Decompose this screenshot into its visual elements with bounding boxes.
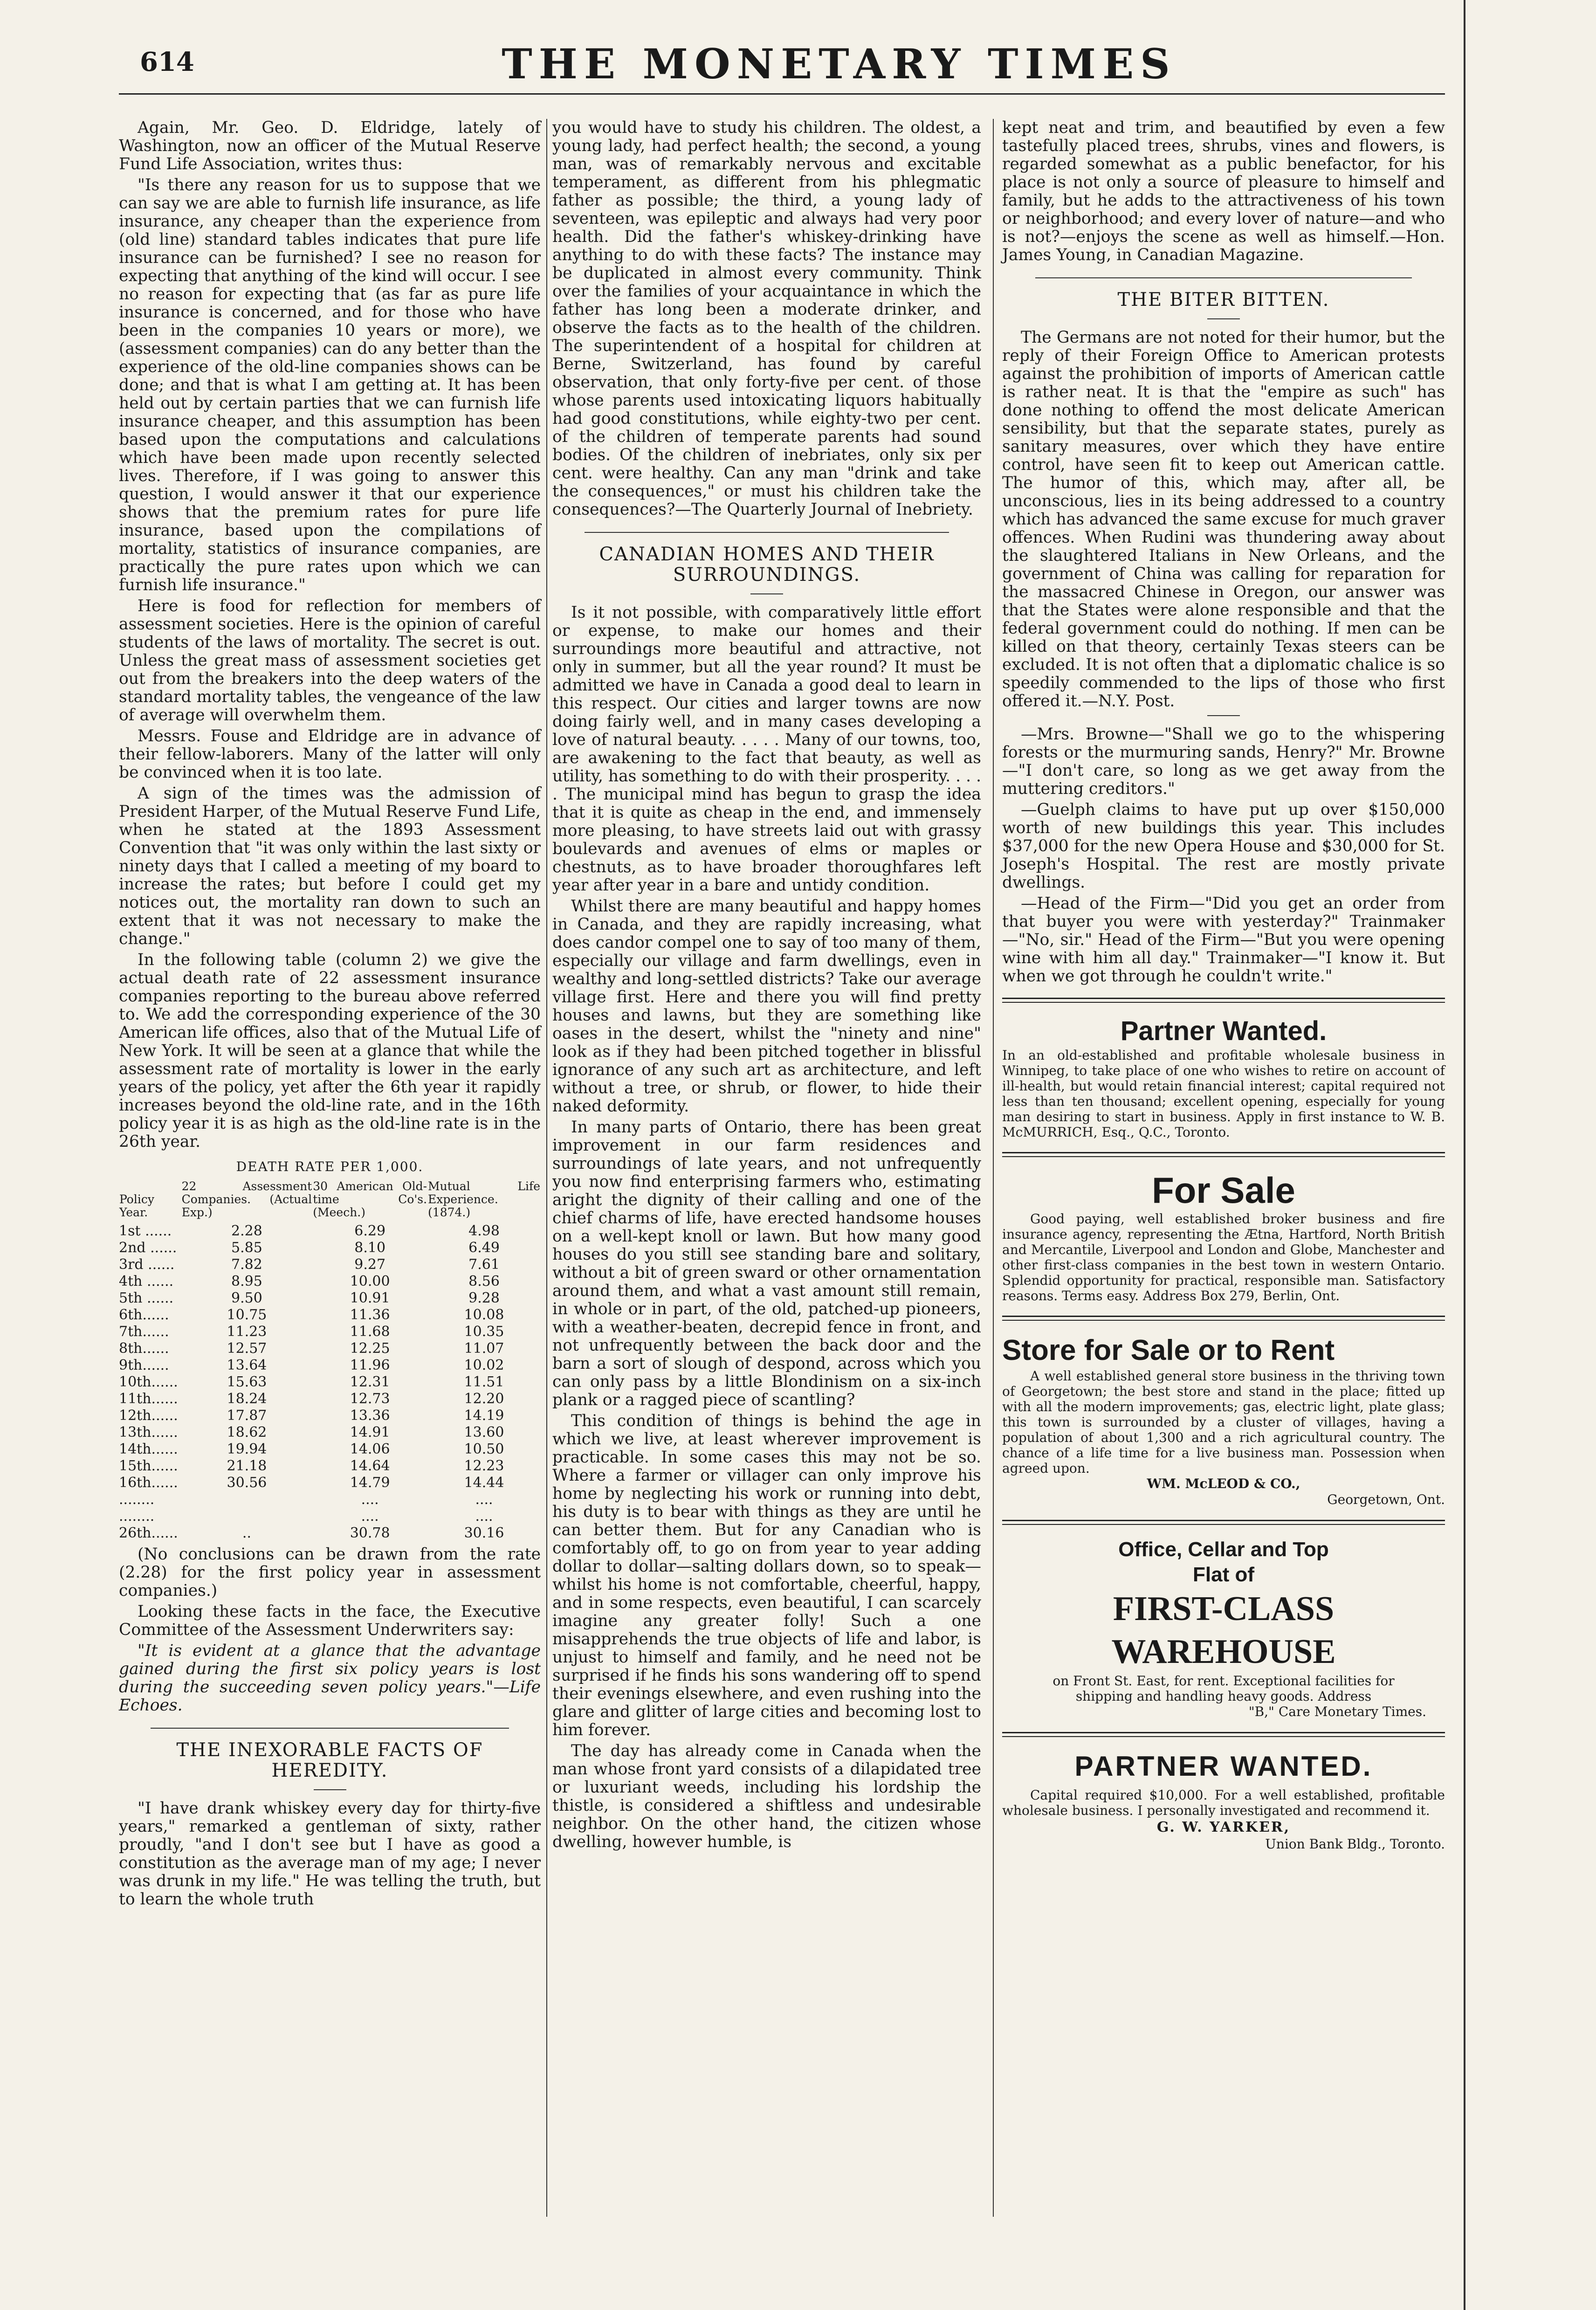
ad-address: "B," Care Monetary Times. (1248, 1704, 1426, 1719)
table-cell: .... (361, 1491, 379, 1508)
table-cell: 10th...... (119, 1374, 178, 1390)
table-row (119, 1491, 541, 1508)
table-cell: 30.56 (227, 1475, 267, 1491)
ad-signature: WM. McLEOD & CO., (1147, 1476, 1300, 1491)
table-row (119, 1223, 541, 1240)
article-paragraph: "It is evident at a glance that the advantage gained during the first six policy years is lost during the succeeding seven policy years."—Life Echoes. (119, 1641, 541, 1715)
table-cell: 13th...... (119, 1424, 178, 1441)
table-cell: 12th...... (119, 1407, 178, 1424)
table-cell: 2nd ...... (119, 1240, 177, 1256)
table-header-row (119, 1179, 541, 1223)
ad-body: on Front St. East, for rent. Exceptional facilities for shipping and handling heavy goods. Address (1053, 1673, 1395, 1704)
table-header-cell: Policy Year. (119, 1193, 154, 1219)
ad-signature: G. W. YARKER, (1156, 1819, 1291, 1835)
table-row (119, 1374, 541, 1391)
section-rule (151, 1728, 509, 1729)
ad-line: Office, Cellar and Top (1118, 1538, 1329, 1561)
table-cell: 21.18 (227, 1458, 267, 1474)
heading-biter-bitten: THE BITER BITTEN. (1117, 289, 1330, 310)
article-paragraph: "Is there any reason for us to suppose that we can say we are able to furnish life insurance, as life insurance, any cheaper than the experience from (old line) standard tables indicates that pure life insurance can be furnished? I see no reason for expecting that anything of the kind will occur. I see no reason for expecting that (as far as pure life insurance is concerned, and for those who have been in the companies 10 years or more), we (assessment companies) can do any better than the experience of the old-line companies shows can be done; and that is what I am getting at. It has been held out by certain parties that we can furnish life insurance cheaper, and this assumption has been based upon the computations and calculations which have been made upon recently selected lives. Therefore, if I was going to answer this question, I would answer it that our experience shows that the premium rates for pure life insurance, based upon the compilations of mortality, statistics of insurance companies, are practically the pure rates upon which we can furnish life insurance." (119, 176, 541, 594)
article-paragraph: "I have drank whiskey every day for thirty-five years," remarked a gentleman of sixty, rather proudly, "and I don't see but I have as good a constitution as the average man of my age; I never was drunk in my life." He was telling the truth, but to learn the whole truth (119, 1799, 541, 1909)
table-row (119, 1357, 541, 1374)
table-cell: 13.36 (350, 1407, 390, 1424)
table-cell: 8.56 (468, 1273, 500, 1289)
article-paragraph: The day has already come in Canada when the man whose front yard consists of a dilapidated tree or luxuriant weeds, including his lordship the thistle, is considered a shiftless and undesirable neighbor. On the other hand, the citizen whose dwelling, however humble, is (552, 1742, 981, 1851)
table-cell: 5.85 (231, 1240, 262, 1256)
column-3 (1002, 119, 1445, 1852)
table-cell: 11.07 (464, 1340, 504, 1357)
death-rate-table (119, 1179, 541, 1542)
ad-divider (1002, 1732, 1445, 1737)
article-paragraph: The Germans are not noted for their humor, but the reply of their Foreign Office to American protests against the prohibition of imports of American cattle is rather neat. It is that the "empire as such" has done nothing to offend the most delicate American sensibility, but that the separate states, purely as sanitary measures, over which they have entire control, have seen fit to keep out American cattle. The humor of this, which may, after all, be unconscious, lies in its being addressed to a country which has advanced the same excuse for much graver offences. When Rudini was thundering away about the slaughtered Italians in New Orleans, and the government of China was calling for reparation for the massacred Chinese in Oregon, our answer was that the States were alone responsible and that the federal government could do nothing. If men can be killed on that theory, certainly Texas steers can be excluded. It is not often that a diplomatic chalice is so speedily commended to the lips of those who first offered it.—N.Y. Post. (1002, 328, 1445, 710)
table-cell: 14.44 (464, 1475, 504, 1491)
item-rule (1207, 715, 1240, 716)
table-cell: 10.50 (464, 1441, 504, 1457)
heading-rule (1207, 318, 1240, 319)
table-row (119, 1458, 541, 1475)
article-paragraph: In the following table (column 2) we give the actual death rate of 22 assessment insurance companies reporting to the bureau above referred to. We add the corresponding experience of the 30 American life offices, also that of the Mutual Life of New York. It will be seen at a glance that while the assessment rate of mortality is lower in the early years of the policy, yet after the 6th year it rapidly increases beyond the old-line rate, and in the 16th policy year it is as high as the old-line rate is in the 26th year. (119, 951, 541, 1151)
table-cell: 18.24 (227, 1391, 267, 1407)
table-row (119, 1508, 541, 1525)
table-cell: 11.51 (464, 1374, 504, 1390)
ad-divider (1002, 1520, 1445, 1525)
table-cell: ........ (119, 1491, 155, 1508)
table-cell: 14.06 (350, 1441, 390, 1457)
article-paragraph: Is it not possible, with comparatively little effort or expense, to make our homes and their surroundings more beautiful and attractive, not only in summer, but all the year round? It must be admitted we have in Canada a good deal to learn in this respect. Our cities and larger towns are now doing fairly well, and in many cases developing a love of natural beauty. . . . . Many of our towns, too, are awakening to the fact that beauty, as well as utility, has something to do with their prosperity. . . . . The municipal mind has begun to grasp the idea that it is quite as cheap in the end, and immensely more pleasing, to have streets laid out with grassy boulevards and avenues of elms or maples or chestnuts, as to have broader thoroughfares left year after year in a bare and untidy condition. (552, 603, 981, 895)
table-cell: 10.91 (350, 1290, 390, 1306)
table-cell: 10.75 (227, 1307, 267, 1323)
table-cell: .. (242, 1525, 251, 1541)
column-divider (546, 119, 547, 2217)
table-row (119, 1475, 541, 1491)
ad-title: Store for Sale or to Rent (1002, 1334, 1335, 1366)
table-cell: 17.87 (227, 1407, 267, 1424)
table-cell: 11th...... (119, 1391, 178, 1407)
masthead-title: THE MONETARY TIMES (502, 40, 1176, 88)
column-1 (119, 119, 541, 1911)
table-header-cell: Mutual Life Experience. (1874.) (428, 1179, 540, 1219)
ad-title: PARTNER WANTED. (1074, 1751, 1373, 1782)
news-item: —Mrs. Browne—"Shall we go to the whispering forests or the murmuring sands, Henry?" Mr. Browne—"I don't care, so long as we get away from the muttering creditors." (1002, 725, 1445, 798)
heading-rule (750, 593, 783, 594)
table-row (119, 1525, 541, 1542)
table-cell: 12.31 (350, 1374, 390, 1390)
page-number: 614 (140, 47, 194, 77)
table-cell: 3rd ...... (119, 1256, 175, 1273)
table-cell: 16th...... (119, 1475, 178, 1491)
ad-partner-wanted (1002, 1015, 1445, 1140)
table-cell: 9.50 (231, 1290, 262, 1306)
table-cell: 2.28 (231, 1223, 262, 1239)
table-header-cell: 30 American Old-time Co's. (Meech.) (313, 1179, 427, 1219)
table-cell: 12.20 (464, 1391, 504, 1407)
table-cell: 15.63 (227, 1374, 267, 1390)
table-cell: 9.28 (468, 1290, 500, 1306)
table-row (119, 1290, 541, 1307)
news-item: —Head of the Firm—"Did you get an order from that buyer you were with yesterday?" Trainmaker—"No, sir." Head of the Firm—"But you were opening wine with him all day." Trainmaker—"I know it. But when we got through he couldn't write." (1002, 894, 1445, 986)
table-cell: 7.61 (468, 1256, 500, 1273)
heading-canadian-homes: CANADIAN HOMES AND THEIR SURROUNDINGS. (599, 544, 935, 586)
section-rule (1035, 277, 1412, 278)
ad-body: Good paying, well established broker business and fire insurance agency, representing the Ætna, Hartford, North British and Mercantile, Liverpool and London and Globe, Manchester and other first-class companies in the best town in western Ontario. Splendid opportunity for practical, responsible man. Satisfactory reasons. Terms easy. Address Box 279, Berlin, Ont. (1002, 1211, 1445, 1303)
column-divider (993, 119, 994, 2217)
ad-for-sale (1002, 1169, 1445, 1303)
table-cell: 14th...... (119, 1441, 178, 1457)
ad-divider (1002, 1316, 1445, 1321)
table-cell: 12.73 (350, 1391, 390, 1407)
table-cell: 8th...... (119, 1340, 169, 1357)
table-row (119, 1441, 541, 1458)
table-row (119, 1307, 541, 1324)
table-cell: 8.95 (231, 1273, 262, 1289)
table-cell: 18.62 (227, 1424, 267, 1441)
ad-title: Partner Wanted. (1120, 1016, 1327, 1046)
table-cell: 6.29 (354, 1223, 386, 1239)
ad-body: In an old-established and profitable wholesale business in Winnipeg, to take place of one who wishes to retire on account of ill-health, but would retain financial interest; capital required not less than ten thousand; excellent opening, especially for young man desiring to start in business. Apply in first instance to W. B. McMURRICH, Esq., Q.C., Toronto. (1002, 1048, 1445, 1140)
article-paragraph: Again, Mr. Geo. D. Eldridge, lately of Washington, now an officer of the Mutual Reserve Fund Life Association, writes thus: (119, 118, 541, 173)
table-cell: 12.23 (464, 1458, 504, 1474)
table-cell: 14.19 (464, 1407, 504, 1424)
ad-body: A well established general store business in the thriving town of Georgetown; the best store and stand in the place; fitted up with all the modern improvements; gas, electric light, plate glass; this town is surrounded by a cluster of villages, having a population of about 1,300 and a rich agricultural country. The chance of a life time for a live business man. Possession when agreed upon. (1002, 1368, 1445, 1476)
heading-heredity: THE INEXORABLE FACTS OF HEREDITY. (176, 1739, 483, 1781)
article-paragraph: Here is food for reflection for members of assessment societies. Here is the opinion of careful students of the laws of mortality. The secret is out. Unless the great mass of assessment societies get out from the breakers into the deep waters of the standard mortality tables, the vengeance of the law of average will overwhelm them. (119, 597, 541, 724)
table-row (119, 1240, 541, 1256)
table-row (119, 1273, 541, 1290)
table-cell: 30.16 (464, 1525, 504, 1541)
table-cell (181, 1508, 313, 1525)
table-cell: 6th...... (119, 1307, 169, 1323)
article-paragraph: A sign of the times was the admission of President Harper, of the Mutual Reserve Fund Life, when he stated at the 1893 Assessment Convention that "it was only within the last sixty or ninety days that I called a meeting of my board to increase the rates; but before I could get my notices out, the mortality ran down to such an extent that it was not necessary to make the change." (119, 784, 541, 948)
table-cell: 9th...... (119, 1357, 169, 1373)
table-cell: 19.94 (227, 1441, 267, 1457)
table-cell: 1st ...... (119, 1223, 172, 1239)
table-cell: 6.49 (468, 1240, 500, 1256)
table-cell: 10.35 (464, 1324, 504, 1340)
table-cell: 7th...... (119, 1324, 169, 1340)
table-cell: 26th...... (119, 1525, 178, 1541)
article-paragraph: Whilst there are many beautiful and happy homes in Canada, and they are rapidly increasing, what does candor compel one to say of too many of them, especially our village and farm dwellings, even in wealthy and long-settled districts? Take our average village first. Here and there you will find pretty houses and lawns, but they are something like oases in the desert, whilst the "ninety and nine" look as if they had been pitched together in blissful ignorance of any such art as architecture, and left without a tree, or shrub, or flower, to hide their naked deformity. (552, 897, 981, 1116)
table-row (119, 1340, 541, 1357)
table-cell: ........ (119, 1508, 155, 1524)
table-cell: 14.64 (350, 1458, 390, 1474)
table-cell: 11.96 (350, 1357, 390, 1373)
table-cell: 13.64 (227, 1357, 267, 1373)
table-cell: 7.82 (231, 1256, 262, 1273)
table-cell: 11.68 (350, 1324, 390, 1340)
table-cell: 4th ...... (119, 1273, 174, 1289)
table-body (119, 1223, 541, 1542)
table-caption: DEATH RATE PER 1,000. (236, 1159, 424, 1174)
ad-partner-wanted-2 (1002, 1749, 1445, 1852)
section-rule (585, 532, 949, 533)
table-cell: 8.10 (354, 1240, 386, 1256)
table-row (119, 1407, 541, 1424)
article-paragraph: This condition of things is behind the age in which we live, at least wherever improvement is practicable. In some cases this may not be so. Where a farmer or villager can only improve his home by neglecting his work or running into debt, his duty is to bear with things as they are until he can better them. But for any Canadian who is comfortably off, to go on from year to year adding dollar to dollar—salting dollars down, so to speak—whilst his home is not comfortable, cheerful, happy, and in some respects, even beautiful, I can scarcely imagine any greater folly! Such a one misapprehends the true objects of life and labor, is unjust to himself and family, and he need not be surprised if he finds his sons wandering off to spend their evenings elsewhere, and even rushing into the glare and glitter of large cities and becoming lost to him forever. (552, 1412, 981, 1739)
table-cell: 5th ...... (119, 1290, 174, 1306)
table-row (119, 1256, 541, 1273)
table-cell: 11.36 (350, 1307, 390, 1323)
table-cell: .... (361, 1508, 379, 1524)
article-paragraph: Messrs. Fouse and Eldridge are in advance of their fellow-laborers. Many of the latter will only be convinced when it is too late. (119, 727, 541, 782)
page-edge-rule (1464, 0, 1465, 2310)
table-cell: 9.27 (354, 1256, 386, 1273)
table-cell: 14.91 (350, 1424, 390, 1441)
ad-line: Flat of (1193, 1563, 1254, 1586)
column-2 (552, 119, 981, 1854)
table-cell: 11.23 (227, 1324, 267, 1340)
ad-body: Capital required $10,000. For a well established, profitable wholesale business. I personally investigated and recommend it. (1002, 1787, 1445, 1818)
masthead-rule (119, 93, 1445, 95)
table-cell: .... (475, 1508, 493, 1524)
article-paragraph: kept neat and trim, and beautified by even a few tastefully placed trees, shrubs, vines and flowers, is regarded somewhat as a public benefactor, for his place is not only a source of pleasure to himself and family, but he adds to the attractiveness of his town or neighborhood; and every lover of nature—and who is not?—enjoys the scene as well as himself.—Hon. James Young, in Canadian Magazine. (1002, 118, 1445, 264)
article-paragraph: you would have to study his children. The oldest, a young lady, had perfect health; the second, a young man, was of remarkably nervous and excitable temperament, as different from his phlegmatic father as possible; the third, a young lady of seventeen, was epileptic and always had very poor health. Did the father's whiskey-drinking have anything to do with these facts? The instance may be duplicated in almost every community. Think over the families of your acquaintance in which the father has long been a moderate drinker, and observe the facts as to the health of the children. The superintendent of a hospital for children at Berne, Switzerland, has found by careful observation, that only forty-five per cent. of those whose parents used intoxicating liquors habitually had good constitutions, while eighty-two per cent. of the children of temperate parents had sound bodies. Of the children of inebriates, only six per cent. were healthy. Can any man "drink and take the consequences," or must his children take the consequences?—The Quarterly Journal of Inebriety. (552, 118, 981, 519)
table-cell: 10.00 (350, 1273, 390, 1289)
table-row (119, 1324, 541, 1340)
table-cell: 10.02 (464, 1357, 504, 1373)
table-cell: 13.60 (464, 1424, 504, 1441)
table-cell (181, 1491, 313, 1508)
ad-warehouse (1002, 1537, 1445, 1720)
table-cell: 12.25 (350, 1340, 390, 1357)
table-cell: .... (475, 1491, 493, 1508)
ad-title: For Sale (1152, 1170, 1295, 1211)
table-cell: 15th...... (119, 1458, 178, 1474)
table-cell: 14.79 (350, 1475, 390, 1491)
heading-rule (314, 1789, 346, 1790)
table-row (119, 1391, 541, 1407)
article-paragraph: Looking these facts in the face, the Executive Committee of the Assessment Underwriters say: (119, 1602, 541, 1639)
table-cell: 12.57 (227, 1340, 267, 1357)
ad-divider (1002, 998, 1445, 1003)
article-paragraph: In many parts of Ontario, there has been great improvement in our farm residences and surroundings of late years, and not unfrequently you now find enterprising farmers who, estimating aright the dignity of their calling and one of the chief charms of life, have erected handsome houses on a well-kept knoll or lawn. But how many good houses do you still see standing bare and solitary, without a bit of green sward or other ornamentation around them, and what a vast amount still remain, in whole or in part, of the old, patched-up pioneers, with a weather-beaten, decrepid fence in front, and not unfrequently between the back door and the barn a sort of slough of despond, across which you can only pass by a little Blondinism on a six-inch plank or a ragged piece of scantling? (552, 1118, 981, 1409)
ad-location: Georgetown, Ont. (1327, 1492, 1445, 1507)
table-header-cell: 22 Assessment Companies. (Actual Exp.) (181, 1179, 312, 1219)
ad-store-for-sale (1002, 1333, 1445, 1508)
ad-divider (1002, 1152, 1445, 1157)
news-item: —Guelph claims to have put up over $150,000 worth of new buildings this year. This includes $37,000 for the new Opera House and $30,000 for St. Joseph's Hospital. The rest are mostly private dwellings. (1002, 800, 1445, 892)
ad-location: Union Bank Bldg., Toronto. (1265, 1836, 1445, 1852)
table-cell: 30.78 (350, 1525, 390, 1541)
article-paragraph: (No conclusions can be drawn from the rate (2.28) for the first policy year in assessment companies.) (119, 1545, 541, 1600)
table-cell: 4.98 (468, 1223, 500, 1239)
table-row (119, 1424, 541, 1441)
ad-title: FIRST-CLASS WAREHOUSE (1111, 1590, 1336, 1671)
table-cell: 10.08 (464, 1307, 504, 1323)
